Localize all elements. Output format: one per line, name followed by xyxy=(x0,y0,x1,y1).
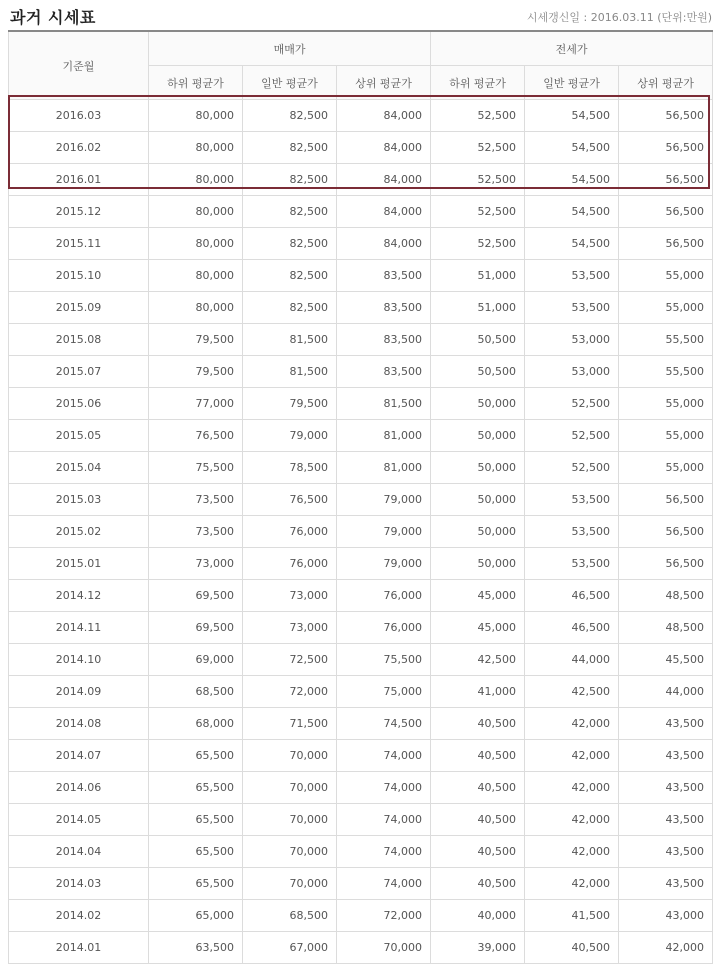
cell-price: 45,000 xyxy=(431,580,525,612)
cell-base-month: 2015.05 xyxy=(9,420,149,452)
cell-price: 56,500 xyxy=(619,132,713,164)
cell-price: 68,500 xyxy=(243,900,337,932)
cell-base-month: 2015.01 xyxy=(9,548,149,580)
cell-price: 42,000 xyxy=(525,772,619,804)
cell-price: 56,500 xyxy=(619,228,713,260)
cell-price: 82,500 xyxy=(243,132,337,164)
cell-price: 56,500 xyxy=(619,484,713,516)
cell-price: 74,500 xyxy=(337,708,431,740)
cell-base-month: 2014.07 xyxy=(9,740,149,772)
cell-price: 40,500 xyxy=(431,740,525,772)
cell-price: 50,500 xyxy=(431,356,525,388)
cell-price: 79,000 xyxy=(337,516,431,548)
cell-price: 39,000 xyxy=(431,932,525,964)
cell-price: 84,000 xyxy=(337,100,431,132)
header-sale-high: 상위 평균가 xyxy=(337,66,431,100)
cell-price: 56,500 xyxy=(619,100,713,132)
cell-price: 55,000 xyxy=(619,260,713,292)
cell-price: 83,500 xyxy=(337,356,431,388)
cell-price: 72,000 xyxy=(243,676,337,708)
cell-price: 69,000 xyxy=(149,644,243,676)
cell-base-month: 2014.02 xyxy=(9,900,149,932)
table-row xyxy=(9,196,713,228)
cell-price: 79,000 xyxy=(337,484,431,516)
price-history-table-wrap xyxy=(8,30,712,964)
cell-price: 84,000 xyxy=(337,132,431,164)
cell-base-month: 2015.06 xyxy=(9,388,149,420)
cell-price: 83,500 xyxy=(337,292,431,324)
cell-base-month: 2014.06 xyxy=(9,772,149,804)
cell-base-month: 2015.11 xyxy=(9,228,149,260)
table-row xyxy=(9,708,713,740)
cell-price: 53,500 xyxy=(525,516,619,548)
cell-price: 55,500 xyxy=(619,324,713,356)
cell-price: 84,000 xyxy=(337,164,431,196)
table-row xyxy=(9,388,713,420)
cell-price: 70,000 xyxy=(243,836,337,868)
page-title: 과거 시세표 xyxy=(10,8,96,27)
cell-price: 52,500 xyxy=(525,388,619,420)
cell-price: 70,000 xyxy=(243,868,337,900)
cell-price: 55,500 xyxy=(619,356,713,388)
cell-price: 80,000 xyxy=(149,132,243,164)
cell-price: 74,000 xyxy=(337,772,431,804)
cell-price: 55,000 xyxy=(619,452,713,484)
cell-price: 42,000 xyxy=(525,740,619,772)
cell-price: 82,500 xyxy=(243,260,337,292)
cell-price: 69,500 xyxy=(149,580,243,612)
header-jeonse-price: 전세가 xyxy=(431,31,713,66)
cell-price: 40,500 xyxy=(431,836,525,868)
cell-price: 54,500 xyxy=(525,100,619,132)
cell-price: 71,500 xyxy=(243,708,337,740)
table-row xyxy=(9,580,713,612)
table-row xyxy=(9,868,713,900)
table-row xyxy=(9,484,713,516)
cell-price: 51,000 xyxy=(431,292,525,324)
cell-price: 43,500 xyxy=(619,708,713,740)
cell-price: 82,500 xyxy=(243,292,337,324)
cell-price: 68,000 xyxy=(149,708,243,740)
cell-price: 81,000 xyxy=(337,420,431,452)
cell-price: 81,000 xyxy=(337,452,431,484)
table-row xyxy=(9,260,713,292)
cell-base-month: 2014.03 xyxy=(9,868,149,900)
cell-price: 73,500 xyxy=(149,516,243,548)
cell-price: 48,500 xyxy=(619,612,713,644)
cell-price: 69,500 xyxy=(149,612,243,644)
cell-price: 79,500 xyxy=(149,356,243,388)
cell-price: 43,000 xyxy=(619,900,713,932)
cell-price: 56,500 xyxy=(619,196,713,228)
cell-price: 80,000 xyxy=(149,260,243,292)
cell-price: 53,500 xyxy=(525,292,619,324)
cell-price: 54,500 xyxy=(525,132,619,164)
cell-price: 75,500 xyxy=(337,644,431,676)
cell-price: 40,500 xyxy=(525,932,619,964)
page-header xyxy=(0,0,720,30)
cell-price: 80,000 xyxy=(149,228,243,260)
cell-price: 46,500 xyxy=(525,612,619,644)
cell-price: 50,500 xyxy=(431,324,525,356)
cell-price: 80,000 xyxy=(149,292,243,324)
header-sale-mid: 일반 평균가 xyxy=(243,66,337,100)
table-row xyxy=(9,836,713,868)
table-row xyxy=(9,644,713,676)
cell-base-month: 2015.12 xyxy=(9,196,149,228)
cell-price: 42,500 xyxy=(525,676,619,708)
header-jeonse-high: 상위 평균가 xyxy=(619,66,713,100)
cell-price: 70,000 xyxy=(243,740,337,772)
cell-price: 74,000 xyxy=(337,804,431,836)
cell-price: 76,500 xyxy=(149,420,243,452)
cell-base-month: 2014.05 xyxy=(9,804,149,836)
cell-price: 55,000 xyxy=(619,292,713,324)
cell-price: 40,500 xyxy=(431,804,525,836)
cell-price: 46,500 xyxy=(525,580,619,612)
cell-price: 53,000 xyxy=(525,324,619,356)
cell-base-month: 2014.08 xyxy=(9,708,149,740)
cell-price: 52,500 xyxy=(431,164,525,196)
cell-price: 82,500 xyxy=(243,100,337,132)
header-sale-price: 매매가 xyxy=(149,31,431,66)
cell-price: 45,500 xyxy=(619,644,713,676)
cell-price: 65,500 xyxy=(149,868,243,900)
cell-price: 80,000 xyxy=(149,196,243,228)
cell-base-month: 2016.01 xyxy=(9,164,149,196)
cell-price: 52,500 xyxy=(431,100,525,132)
cell-base-month: 2016.03 xyxy=(9,100,149,132)
cell-price: 42,000 xyxy=(525,708,619,740)
cell-price: 53,500 xyxy=(525,548,619,580)
cell-price: 75,500 xyxy=(149,452,243,484)
cell-price: 79,500 xyxy=(149,324,243,356)
cell-price: 53,500 xyxy=(525,484,619,516)
cell-price: 84,000 xyxy=(337,196,431,228)
cell-base-month: 2015.02 xyxy=(9,516,149,548)
header-jeonse-mid: 일반 평균가 xyxy=(525,66,619,100)
cell-price: 50,000 xyxy=(431,484,525,516)
cell-price: 70,000 xyxy=(243,772,337,804)
cell-price: 73,000 xyxy=(243,580,337,612)
cell-price: 43,500 xyxy=(619,740,713,772)
cell-price: 76,000 xyxy=(243,516,337,548)
cell-price: 73,000 xyxy=(149,548,243,580)
cell-price: 53,000 xyxy=(525,356,619,388)
table-body xyxy=(9,100,713,964)
cell-price: 79,500 xyxy=(243,388,337,420)
cell-price: 81,500 xyxy=(337,388,431,420)
cell-price: 80,000 xyxy=(149,100,243,132)
cell-price: 81,500 xyxy=(243,324,337,356)
cell-price: 50,000 xyxy=(431,452,525,484)
cell-price: 82,500 xyxy=(243,196,337,228)
table-row xyxy=(9,772,713,804)
cell-base-month: 2015.04 xyxy=(9,452,149,484)
cell-price: 74,000 xyxy=(337,868,431,900)
cell-price: 52,500 xyxy=(525,452,619,484)
cell-price: 41,000 xyxy=(431,676,525,708)
cell-base-month: 2014.11 xyxy=(9,612,149,644)
cell-base-month: 2016.02 xyxy=(9,132,149,164)
table-row xyxy=(9,164,713,196)
table-row xyxy=(9,132,713,164)
table-row xyxy=(9,740,713,772)
table-row xyxy=(9,292,713,324)
cell-price: 56,500 xyxy=(619,164,713,196)
table-row xyxy=(9,548,713,580)
table-row xyxy=(9,932,713,964)
cell-price: 52,500 xyxy=(525,420,619,452)
table-row xyxy=(9,612,713,644)
cell-price: 72,000 xyxy=(337,900,431,932)
cell-price: 81,500 xyxy=(243,356,337,388)
cell-price: 76,500 xyxy=(243,484,337,516)
update-info: 시세갱신일 : 2016.03.11 (단위:만원) xyxy=(526,11,712,24)
cell-price: 44,000 xyxy=(525,644,619,676)
cell-price: 82,500 xyxy=(243,228,337,260)
cell-price: 80,000 xyxy=(149,164,243,196)
price-history-table xyxy=(8,30,713,964)
cell-price: 82,500 xyxy=(243,164,337,196)
cell-base-month: 2014.01 xyxy=(9,932,149,964)
cell-price: 50,000 xyxy=(431,548,525,580)
cell-price: 43,500 xyxy=(619,772,713,804)
cell-price: 77,000 xyxy=(149,388,243,420)
cell-price: 74,000 xyxy=(337,836,431,868)
cell-price: 52,500 xyxy=(431,196,525,228)
cell-price: 76,000 xyxy=(243,548,337,580)
cell-price: 50,000 xyxy=(431,388,525,420)
cell-price: 83,500 xyxy=(337,324,431,356)
cell-base-month: 2015.07 xyxy=(9,356,149,388)
cell-price: 54,500 xyxy=(525,164,619,196)
header-jeonse-low: 하위 평균가 xyxy=(431,66,525,100)
cell-price: 42,500 xyxy=(431,644,525,676)
cell-price: 40,500 xyxy=(431,772,525,804)
cell-price: 73,000 xyxy=(243,612,337,644)
cell-price: 76,000 xyxy=(337,612,431,644)
cell-price: 41,500 xyxy=(525,900,619,932)
cell-price: 63,500 xyxy=(149,932,243,964)
table-row xyxy=(9,228,713,260)
cell-price: 75,000 xyxy=(337,676,431,708)
cell-base-month: 2015.09 xyxy=(9,292,149,324)
cell-price: 79,000 xyxy=(243,420,337,452)
cell-price: 40,000 xyxy=(431,900,525,932)
cell-price: 67,000 xyxy=(243,932,337,964)
cell-price: 43,500 xyxy=(619,804,713,836)
cell-price: 54,500 xyxy=(525,228,619,260)
table-row xyxy=(9,324,713,356)
cell-price: 74,000 xyxy=(337,740,431,772)
cell-base-month: 2014.12 xyxy=(9,580,149,612)
cell-price: 42,000 xyxy=(525,836,619,868)
cell-price: 65,500 xyxy=(149,740,243,772)
cell-price: 40,500 xyxy=(431,708,525,740)
cell-price: 65,000 xyxy=(149,900,243,932)
cell-price: 72,500 xyxy=(243,644,337,676)
cell-price: 79,000 xyxy=(337,548,431,580)
cell-price: 40,500 xyxy=(431,868,525,900)
cell-base-month: 2014.10 xyxy=(9,644,149,676)
cell-price: 54,500 xyxy=(525,196,619,228)
cell-price: 65,500 xyxy=(149,772,243,804)
cell-price: 43,500 xyxy=(619,836,713,868)
cell-price: 55,000 xyxy=(619,420,713,452)
cell-base-month: 2014.09 xyxy=(9,676,149,708)
header-base-month: 기준월 xyxy=(9,31,149,100)
cell-price: 83,500 xyxy=(337,260,431,292)
header-row-groups xyxy=(9,31,713,66)
cell-price: 78,500 xyxy=(243,452,337,484)
header-sale-low: 하위 평균가 xyxy=(149,66,243,100)
table-row xyxy=(9,804,713,836)
cell-price: 52,500 xyxy=(431,132,525,164)
table-row xyxy=(9,100,713,132)
cell-price: 70,000 xyxy=(243,804,337,836)
table-row xyxy=(9,900,713,932)
cell-price: 48,500 xyxy=(619,580,713,612)
cell-price: 53,500 xyxy=(525,260,619,292)
cell-price: 42,000 xyxy=(525,804,619,836)
cell-price: 42,000 xyxy=(525,868,619,900)
table-row xyxy=(9,676,713,708)
cell-price: 76,000 xyxy=(337,580,431,612)
cell-price: 56,500 xyxy=(619,516,713,548)
table-row xyxy=(9,420,713,452)
cell-base-month: 2015.10 xyxy=(9,260,149,292)
cell-price: 65,500 xyxy=(149,836,243,868)
cell-price: 45,000 xyxy=(431,612,525,644)
cell-base-month: 2015.03 xyxy=(9,484,149,516)
cell-price: 56,500 xyxy=(619,548,713,580)
cell-price: 50,000 xyxy=(431,516,525,548)
cell-price: 73,500 xyxy=(149,484,243,516)
table-row xyxy=(9,356,713,388)
cell-base-month: 2014.04 xyxy=(9,836,149,868)
cell-price: 51,000 xyxy=(431,260,525,292)
table-row xyxy=(9,452,713,484)
cell-price: 44,000 xyxy=(619,676,713,708)
cell-price: 43,500 xyxy=(619,868,713,900)
cell-base-month: 2015.08 xyxy=(9,324,149,356)
cell-price: 65,500 xyxy=(149,804,243,836)
table-row xyxy=(9,516,713,548)
cell-price: 50,000 xyxy=(431,420,525,452)
cell-price: 70,000 xyxy=(337,932,431,964)
cell-price: 52,500 xyxy=(431,228,525,260)
cell-price: 84,000 xyxy=(337,228,431,260)
cell-price: 55,000 xyxy=(619,388,713,420)
cell-price: 42,000 xyxy=(619,932,713,964)
cell-price: 68,500 xyxy=(149,676,243,708)
